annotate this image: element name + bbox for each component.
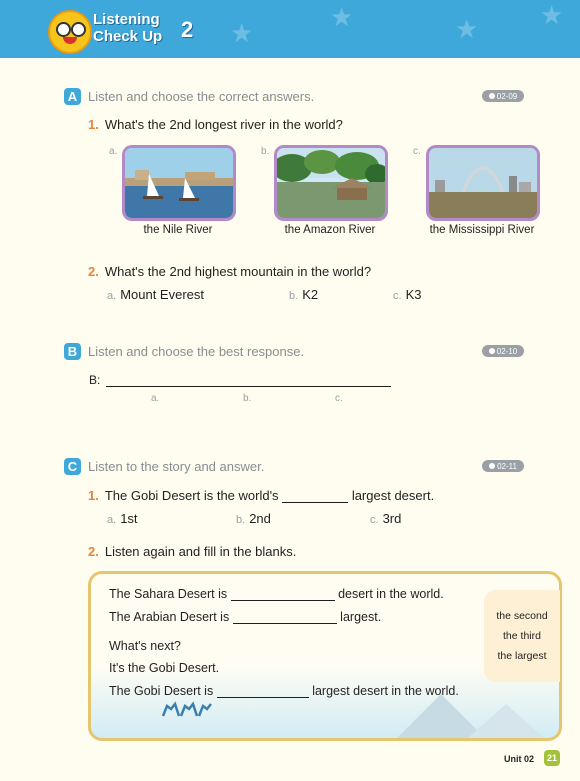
answer-option[interactable]: c. K3 xyxy=(393,287,422,302)
story-line: The Gobi Desert is largest desert in the world. xyxy=(109,684,459,698)
answer-option[interactable]: a. Mount Everest xyxy=(107,287,205,302)
answer-option[interactable]: c. xyxy=(335,393,343,404)
section-b-title: Listen and choose the best response. xyxy=(88,343,305,359)
unit-label: Unit 02 xyxy=(504,754,535,764)
answer-option[interactable]: a. xyxy=(151,393,160,404)
section-c-heading xyxy=(64,457,264,475)
star-decoration: ★ xyxy=(230,18,254,48)
section-c-title: Listen to the story and answer. xyxy=(88,458,265,474)
camel-caravan-illustration xyxy=(161,700,213,720)
check-up-number: 2 xyxy=(181,17,194,42)
amazon-river-photo[interactable] xyxy=(274,145,388,221)
header-banner xyxy=(0,0,580,58)
story-line: The Arabian Desert is largest. xyxy=(109,610,382,624)
answer-option[interactable]: b. 2nd xyxy=(236,511,271,526)
audio-track-button[interactable]: 02-09 xyxy=(482,90,524,102)
answer-option[interactable]: b. K2 xyxy=(289,287,319,302)
story-line: The Sahara Desert is desert in the world. xyxy=(109,587,444,601)
word-bank xyxy=(484,590,560,682)
word-bank-item: the largest xyxy=(497,650,547,662)
story-line: What's next? xyxy=(109,639,181,653)
star-decoration: ★ xyxy=(540,0,564,30)
answer-blank[interactable] xyxy=(282,489,348,503)
option-letter: c. xyxy=(413,146,421,157)
page-number: 21 xyxy=(544,750,560,766)
audio-track-button[interactable]: 02-10 xyxy=(482,345,524,357)
answer-option[interactable]: a. 1st xyxy=(107,511,138,526)
option-caption: the Mississippi River xyxy=(429,224,535,236)
question-a2: 2. What's the 2nd highest mountain in the world? xyxy=(88,264,372,279)
section-a-title: Listen and choose the correct answers. xyxy=(88,88,315,104)
section-b-heading xyxy=(64,342,304,360)
response-blank[interactable] xyxy=(106,386,391,387)
speaker-label: B: xyxy=(89,373,101,387)
word-bank-item: the third xyxy=(503,630,541,642)
question-a1: 1. What's the 2nd longest river in the world? xyxy=(88,117,343,132)
star-decoration: ★ xyxy=(330,2,354,32)
nile-river-photo[interactable] xyxy=(122,145,236,221)
section-a-badge: A xyxy=(64,88,81,105)
section-b-badge: B xyxy=(64,343,81,360)
story-line: It's the Gobi Desert. xyxy=(109,661,220,675)
audio-track-button[interactable]: 02-11 xyxy=(482,460,524,472)
answer-option[interactable]: b. xyxy=(243,393,252,404)
story-blank[interactable] xyxy=(233,610,337,624)
section-c-badge: C xyxy=(64,458,81,475)
question-c2: 2. Listen again and fill in the blanks. xyxy=(88,544,297,559)
section-a-heading xyxy=(64,87,314,105)
story-blank[interactable] xyxy=(217,684,309,698)
option-caption: the Amazon River xyxy=(284,224,376,236)
option-caption: the Nile River xyxy=(143,224,213,236)
mascot-icon xyxy=(48,10,92,54)
story-blank[interactable] xyxy=(231,587,335,601)
star-decoration: ★ xyxy=(455,14,479,44)
mississippi-river-photo[interactable] xyxy=(426,145,540,221)
word-bank-item: the second xyxy=(496,610,548,622)
question-c1: 1. The Gobi Desert is the world's largest desert. xyxy=(88,488,435,503)
option-letter: b. xyxy=(261,146,270,157)
page-title: Listening Check Up xyxy=(93,11,163,45)
option-letter: a. xyxy=(109,146,118,157)
answer-option[interactable]: c. 3rd xyxy=(370,511,402,526)
